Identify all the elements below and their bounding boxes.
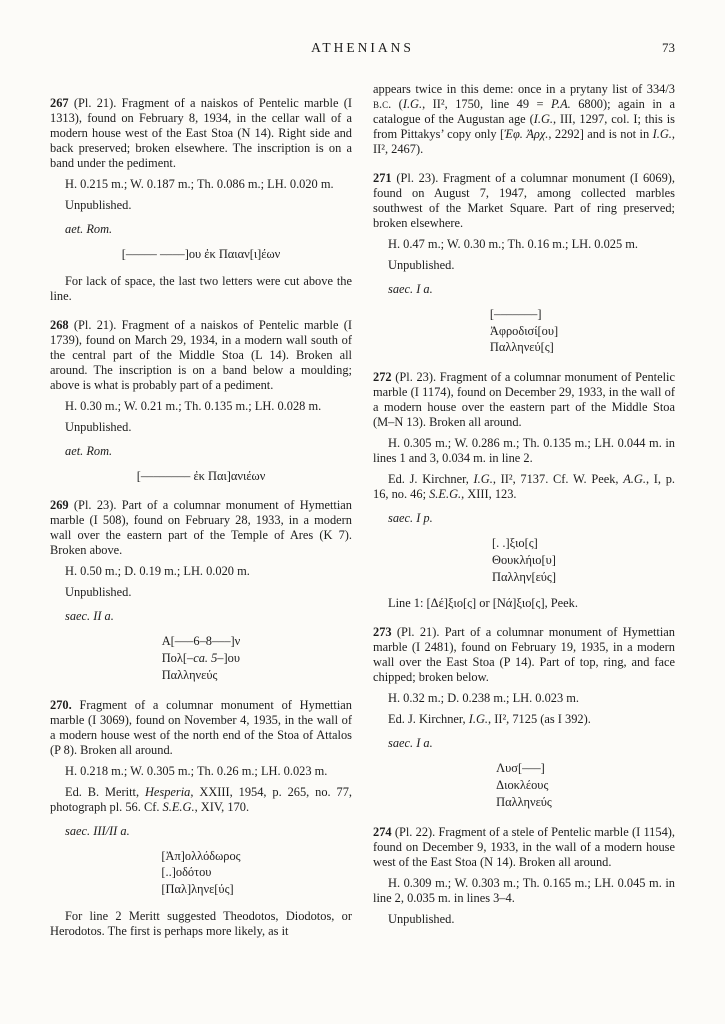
text-run: Ed. J. Kirchner, — [388, 472, 474, 487]
entry-271-inscription — [373, 306, 675, 356]
text-run: Ed. J. Kirchner, — [388, 712, 469, 727]
inscription-text — [490, 306, 558, 356]
text-run: [..]οδότου — [161, 865, 212, 880]
entry-267-publication — [50, 198, 352, 213]
text-run: Διοκλέους — [496, 778, 549, 793]
entry-270-inscription — [50, 848, 352, 898]
text-run: [––––– ––––]ου ἐκ Παιαν[ι]έων — [121, 247, 281, 261]
text-run: , XXIII, 1954, p. 265, no. 77, photograph pl. 56. Cf. — [50, 784, 352, 814]
entry-273-citation — [373, 712, 675, 727]
text-run: Λυσ[–––] — [496, 761, 545, 776]
entry-273-inscription — [373, 760, 675, 810]
text-run: S.E.G. — [429, 487, 462, 502]
entry-number: 267 — [50, 96, 69, 110]
text-run: , II², 7137. Cf. W. Peek, — [492, 472, 624, 487]
entry-number: 269 — [50, 498, 69, 513]
text-run: Ἀφροδισί[ου] — [489, 323, 559, 338]
text-run: Παλληνεύς — [161, 667, 218, 682]
text-run: [–––––––] — [489, 307, 542, 321]
inscription-line — [490, 306, 558, 323]
inscription-line — [162, 633, 241, 650]
text-run: b.c. — [373, 97, 392, 111]
text-run: Παλλην[εύς] — [492, 569, 556, 584]
entry-273-heading — [373, 625, 675, 685]
entry-271-measurements — [373, 237, 675, 252]
entry-272-date — [373, 511, 675, 526]
entry-number: 271 — [373, 171, 392, 185]
entry-267-inscription — [50, 246, 352, 263]
text-run: –]ου — [217, 651, 240, 666]
text-run: I.G. — [533, 112, 553, 126]
entry-268-inscription — [50, 468, 352, 485]
text-run: [–––––––– ἐκ Παι]ανιέων — [136, 468, 266, 483]
text-run: Α[–––6–8–––]ν — [161, 634, 241, 649]
inscription-line — [122, 246, 281, 263]
left-column — [50, 82, 352, 945]
text-run: I.G. — [652, 127, 672, 141]
inscription-line — [496, 777, 552, 794]
inscription-line — [161, 848, 240, 865]
text-run: Ἐφ. Ἀρχ. — [504, 127, 549, 141]
text-run: H. 0.305 m.; W. 0.286 m.; Th. 0.135 m.; LH. 0.044 m. in lines 1 and 3, 0.034 m. in line 2. — [373, 436, 675, 466]
text-run: I.G. — [468, 712, 488, 727]
entry-271-date — [373, 282, 675, 297]
text-run: H. 0.50 m.; D. 0.19 m.; LH. 0.020 m. — [65, 564, 250, 579]
text-run: (Pl. 21). Fragment of a naiskos of Pentelic marble (I 1739), found on March 29, 1934, in a modern wall south of the central part of the Middle Stoa (L 14). Broken all around. The inscription is on a band below a moulding; above is what is probably part of a pediment. — [50, 317, 352, 392]
entry-271-publication — [373, 258, 675, 273]
text-run: For lack of space, the last two letters were cut above the line. — [50, 273, 352, 303]
text-run: , III, 1297, col. I; this is from Pittakys’ copy only [ — [373, 112, 676, 141]
entry-267-measurements — [50, 177, 352, 192]
entry-269-publication — [50, 585, 352, 600]
text-run: saec. I p. — [388, 511, 433, 526]
inscription-text — [492, 535, 556, 585]
entry-271-heading — [373, 171, 675, 231]
inscription-text — [496, 760, 552, 810]
entry-268-publication — [50, 420, 352, 435]
text-run: ca. 5 — [193, 651, 218, 666]
text-run: H. 0.215 m.; W. 0.187 m.; Th. 0.086 m.; LH. 0.020 m. — [65, 177, 334, 191]
entry-274-measurements — [373, 876, 675, 906]
text-run: , II², 2467). — [373, 127, 675, 156]
text-run: For line 2 Meritt suggested Theodotos, Diodotos, or Herodotos. The first is perhaps more likely, as it — [50, 908, 352, 938]
inscription-line — [161, 881, 240, 898]
text-run: , I, p. 16, no. 46; — [373, 472, 675, 502]
entry-273-measurements — [373, 691, 675, 706]
text-run: Line 1: [Δέ]ξιο[ς] or [Νά]ξιο[ς], Peek. — [388, 596, 578, 611]
text-run: saec. III/II a. — [65, 823, 130, 838]
text-run: Unpublished. — [65, 585, 132, 600]
text-run: H. 0.47 m.; W. 0.30 m.; Th. 0.16 m.; LH. 0.025 m. — [388, 237, 639, 251]
text-run: P.A. — [551, 97, 571, 111]
text-run: Unpublished. — [388, 258, 455, 272]
text-run: (Pl. 23). Part of a columnar monument of Hymettian marble (I 508), found on February 28, 1933, in a modern wall over the eastern part of the Temple of Ares (K 7). Broken above. — [50, 498, 352, 558]
inscription-line — [490, 323, 558, 340]
text-run: Παλληνεύ[ς] — [489, 340, 554, 355]
text-run: H. 0.309 m.; W. 0.303 m.; Th. 0.165 m.; LH. 0.045 m. in line 2, 0.035 m. in lines 3–4. — [373, 875, 675, 905]
page-header — [50, 40, 675, 58]
entry-269-heading — [50, 498, 352, 558]
text-run: Παλληνεύς — [496, 794, 552, 809]
inscription-line — [161, 864, 240, 881]
text-run: (Pl. 21). Part of a columnar monument of Hymettian marble (I 2481), found on February 19, 1935, in a modern wall over the East Stoa (P 14). Part of top, ring, and face chipped; broken below. — [373, 625, 675, 685]
text-run: Hesperia — [144, 784, 191, 799]
text-run: [Ἀπ]ολλόδωρος — [161, 848, 241, 863]
inscription-line — [492, 552, 556, 569]
entry-number: 268 — [50, 317, 69, 332]
entry-267-date — [50, 222, 352, 237]
inscription-text — [162, 633, 241, 683]
entry-272-note — [373, 596, 675, 611]
inscription-line — [492, 535, 556, 552]
inscription-line — [496, 794, 552, 811]
entry-272-heading — [373, 370, 675, 430]
inscription-line — [162, 667, 241, 684]
entry-number: 273 — [373, 625, 392, 640]
text-run: saec. I a. — [388, 736, 433, 751]
text-run: Fragment of a columnar monument of Hymettian marble (I 3069), found on November 4, 1935, in the wall of a modern house west of the north end of the Stoa of Attalos (P 8). Broken all around. — [50, 697, 352, 757]
text-run: H. 0.30 m.; W. 0.21 m.; Th. 0.135 m.; LH. 0.028 m. — [65, 398, 322, 413]
entry-270-note — [50, 909, 352, 939]
text-run: A.G. — [623, 472, 646, 487]
inscription-text — [137, 468, 266, 485]
text-run: , 2292] and is not in — [548, 127, 653, 141]
entry-270-note-continuation — [373, 82, 675, 157]
entry-272-inscription — [373, 535, 675, 585]
entry-267-note — [50, 274, 352, 304]
text-run: H. 0.218 m.; W. 0.305 m.; Th. 0.26 m.; LH. 0.023 m. — [65, 763, 328, 778]
entry-272-citation — [373, 472, 675, 502]
inscription-line — [492, 569, 556, 586]
entry-270-measurements — [50, 764, 352, 779]
entry-268-date — [50, 444, 352, 459]
entry-270-citation — [50, 785, 352, 815]
text-run: , II², 7125 (as I 392). — [488, 712, 591, 727]
text-run: S.E.G. — [162, 799, 195, 814]
inscription-text — [122, 246, 281, 263]
inscription-line — [162, 650, 241, 667]
inscription-line — [496, 760, 552, 777]
text-run: I.G. — [473, 472, 493, 487]
text-run: [. .]ξιο[ς] — [492, 536, 538, 551]
text-run: I.G. — [402, 97, 423, 111]
entry-274-publication — [373, 912, 675, 927]
entry-number: 272 — [373, 370, 392, 385]
text-run: (Pl. 23). Fragment of a columnar monument of Pentelic marble (I 1174), found on December 29, 1933, in the wall of a modern house over the eastern part of the Middle Stoa (M–N 13). Broken all around. — [373, 370, 675, 430]
entry-269-inscription — [50, 633, 352, 683]
text-run: (Pl. 22). Fragment of a stele of Pentelic marble (I 1154), found on December 9, 1933, in the wall of a modern house west of the East Stoa (N 14). Broken all around. — [373, 824, 675, 869]
inscription-text — [161, 848, 240, 898]
text-run: saec. II a. — [65, 609, 114, 624]
text-run: (Pl. 21). Fragment of a naiskos of Pentelic marble (I 1313), found on February 8, 1934, in the cellar wall of a modern house west of the East Stoa (N 14). Right side and back preserved; broken elsewhere. The inscription is on a band under the pediment. — [50, 96, 352, 170]
text-run: H. 0.32 m.; D. 0.238 m.; LH. 0.023 m. — [388, 691, 580, 706]
text-run: Ed. B. Meritt, — [65, 784, 145, 799]
text-run: (Pl. 23). Fragment of a columnar monument (I 6069), found on August 7, 1947, among collected marbles southwest of the Market Square. Part of ring preserved; broken elsewhere. — [373, 171, 675, 230]
page-number: 73 — [662, 40, 675, 55]
entry-269-date — [50, 609, 352, 624]
text-run: Unpublished. — [388, 911, 455, 926]
text-run: [Παλ]ληνε[ύς] — [161, 882, 234, 897]
text-run: Θουκλήιο[υ] — [492, 552, 556, 567]
text-run: appears twice in this deme: once in a prytany list of 334/3 — [373, 82, 675, 96]
entry-number: 274 — [373, 824, 392, 839]
inscription-line — [490, 339, 558, 356]
inscription-line — [137, 468, 266, 485]
text-run: ( — [391, 97, 403, 111]
text-run: saec. I a. — [388, 282, 433, 296]
entry-267-heading — [50, 96, 352, 171]
text-run: Πολ[– — [161, 651, 194, 666]
page-title: ATHENIANS — [311, 40, 414, 55]
text-run: , II², 1750, line 49 = — [422, 97, 551, 111]
text-run: Unpublished. — [65, 419, 132, 434]
text-columns — [50, 82, 675, 945]
text-run: Unpublished. — [65, 198, 132, 212]
text-run: , XIII, 123. — [461, 487, 517, 502]
text-run: , XIV, 170. — [194, 799, 250, 814]
entry-269-measurements — [50, 564, 352, 579]
text-run: aet. Rom. — [65, 222, 113, 236]
entry-273-date — [373, 736, 675, 751]
text-run: aet. Rom. — [65, 443, 113, 458]
right-column — [373, 82, 675, 945]
entry-268-measurements — [50, 399, 352, 414]
entry-270-date — [50, 824, 352, 839]
entry-272-measurements — [373, 436, 675, 466]
entry-268-heading — [50, 318, 352, 393]
entry-number: 270. — [50, 697, 72, 712]
text-run: 6800); again in a catalogue of the Augustan age ( — [373, 97, 675, 126]
entry-270-heading — [50, 698, 352, 758]
entry-274-heading — [373, 825, 675, 870]
